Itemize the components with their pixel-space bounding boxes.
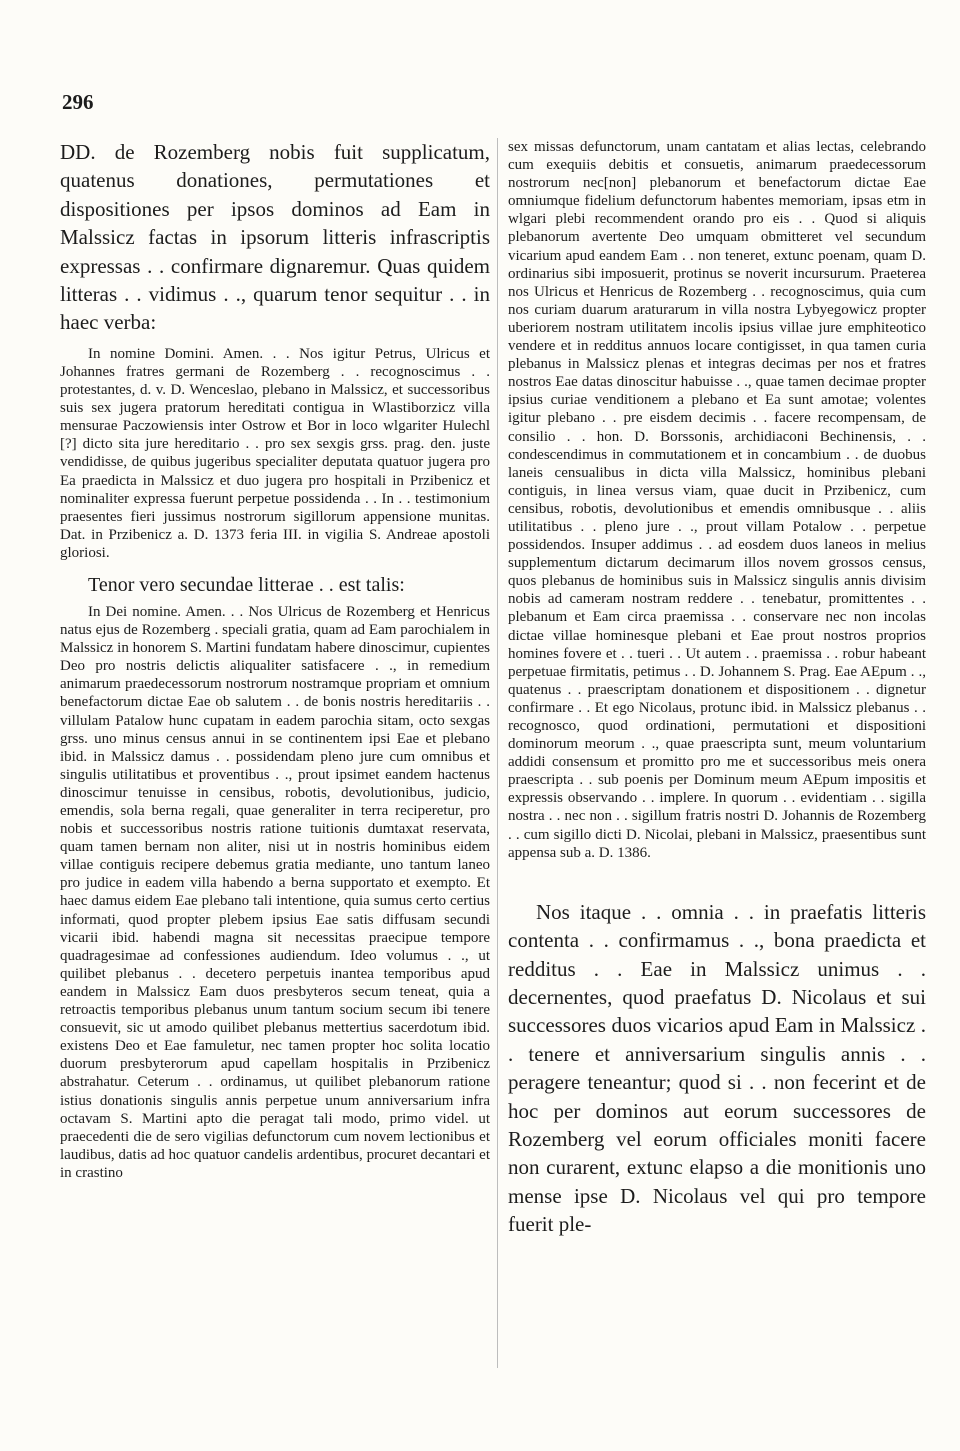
second-letter-text: In Dei nomine. Amen. . . Nos Ulricus de Rozemberg et Henricus natus ejus de Rozemberg . speciali gratia, quam ad Eam parochialem in Malssicz in honorem S. Martini fundatam habere dinoscimur, cupientes Deo pro nostris delictis aliqualiter satisfacere . ., in remedium animarum praedecessorum nostrorum nostramque propriam et omnium benefactorum dictae Eae ob salutem . . de bonis nostris hereditariis . . villulam Patalow hunc cupatam in eadem parochia sitam, octo sexgas grss. uno minus census annui in se continentem ipsi Eae et plebano ibid. in Malssicz damus . . possidendam pleno jure cum omnibus et singulis utilitatibus et proventibus . ., prout ipsimet eandem hactenus dinoscimur tenuisse in censibus, robotis, devolutionibus, judicio, emendis, sola berna regali, quae generaliter in terra reciperetur, pro nobis et successoribus nostris ratione tuitionis dumtaxat reservata, quam tamen bernam non aliter, nisi ut in nostris hominibus eidem villae contiguis recipere debemus gratia mediante, uno tantum laneo pro judice in eadem villa habendo a berna supportato et exempto. Et haec damus eidem Eae plebano tali intentione, quia sumus certo certius informati, quod propter plebem ipsius Eae satis diffusam secundi vicarii ibid. habendi magna sit necessitas praecipue tempore quadragesimae ad confessiones audiendum. Ideo volumus . ., ut quilibet plebanus . . decetero perpetuis inantea temporibus apud eandem in Malssicz Eam duos presbyteros secum teneat, quia a retroactis temporibus plebanus unum tantum socium secum ibi tenere consuevit, sic ut amodo quilibet plebanus mettertius sacerdotum ibid. existens Deo et Eae famuletur, nec tamen propter hoc solita locatio duorum presbyterorum apud capellam hospitalis in Przibenicz abstrahatur. Ceterum . . ordinamus, ut quilibet plebanorum ratione istius donationis singulis annis perpetue unum anniversarium infra octavam S. Martini apto die peragat tali modo, primo videl. ut praecedenti die de sero vigilias defunctorum cum novem lectionibus et laudibus, datis ad hoc quatuor candelis ardentibus, procuret decantari et in crastino: [60, 603, 490, 1181]
second-letter-heading: Tenor vero secundae litterae . . est talis:: [88, 573, 405, 596]
page-number: 296: [62, 90, 94, 114]
letter-continued-text: sex missas defunctorum, unam cantatam et alias lectas, celebrando cum exequiis debitis et consuetis, animarum praedecessorum nostrorum nec[non] plebanorum et benefactorum dictae Eae omniumque fidelium defunctorum habentes memoriam, ipsas etm in wlgari plebi recommendent orando pro eis . . Quod si aliquis plebanorum avertente Deo umquam obmitteret vel secundum vicarium apud eandem Eam . . non teneret, extunc poenam, quam D. ordinarius sibi imposuerit, protinus se noverit incursurum. Praeterea nos Ulricus et Henricus de Rozemberg . . recognoscimus, quia cum nos curiam duarum araturarum in villa nostra Lybyegowicz propter uberiorem nostram utilitatem incolis ipsius villae jure emphiteotico vendere et in redditus annuos locare contigisset, in qua tamen curia plebanus in Malssicz plenas et integras decimas per nos et fratres nostros Eae datas dinoscitur habuisse . ., quae tamen decimae propter ipsius curiae venditionem a plebano et Ea sunt amotae; volentes igitur plebano . . pre eisdem decimis . . facere recompensam, de consilio . . hon. D. Borssonis, archidiaconi Bechinensis, . . condescendimus in commutationem et in concambium . . de duobus laneis censualibus in dicta villa Malssicz, hominibus plebani contiguis, in linea versus viam, quae ducit in Przibenicz, cum censibus, robotis, devolutionibus et emendis omnibusque . . aliis utilitatibus . . pleno jure . ., prout villam Potalow . . perpetue possidendos. Insuper addimus . . ad eosdem duos laneos in melius supplementum dictarum decimarum illos novem grossos census, quos plebanus de hominibus suis in Malssicz singulis annis divisim nobis ad cameram nostram reddere . . tenebatur, promittentes . . plebanum et Eam circa praemissa . . conservare nec non incolas dictae villae hominesque plebani et Eae prout nostros proprios homines fovere et . . tueri . . Ut autem . . praemissa . . robur habeant perpetuae firmitatis, petimus . . D. Johannem S. Prag. Eae AEpum . ., quatenus . . praescriptam donationem et dispositionem . . dignetur confirmare . . Et ego Nicolaus, protunc ibid. in Malssicz plebanus . . recognosco, quod ordinationi, permutationi et dispositioni dominorum meorum . ., quae praescripta sunt, meum voluntarium addidi consensum et promitto pro me et successoribus meis onera praescripta . . sub poenis per Dominum meum AEpum impositis et expressis observando . . implere. In quorum . . evidentiam . . sigilla nostra . . nec non . . sigillum fratris nostri D. Johannis de Rozemberg . . cum sigillo dicti D. Nicolai, plebani in Malssicz, praesentibus sunt appensa sub a. D. 1386.: [508, 139, 926, 861]
intro-paragraph: DD. de Rozemberg nobis fuit supplicatum, quatenus donationes, permutationes et dispositiones per ipsos dominos ad Eam in Malssicz factas in ipsorum litteris infrascriptis expressas . . confirmare dignaremur. Quas quidem litteras . . vidimus . ., quarum tenor sequitur . . in haec verba:: [60, 140, 490, 335]
first-letter-text: In nomine Domini. Amen. . . Nos igitur Petrus, Ulricus et Johannes fratres germani de Rozemberg . . recognoscimus . . protestantes, d. v. D. Wenceslao, plebano in Malssicz, et successoribus suis sex jugera pratorum hereditati contigua in Wlastiborzicz villa mensurae Paczowiensis inter Ostrow et Bor in loco wlgariter Hulechl [?] dicto sita jure hereditario . . pro sex sexgis grss. prag. den. juste vendidisse, de quibus jugeribus specialiter deputata quatuor jugera pro Ea praedicta in Malssicz et duo jugera pro hospitali in Przibenicz et nominaliter expressa fuerunt perpetue possidenda . . In . . testimonium praesentes fieri jussimus nostrorum sigillorum appensione munitas. Dat. in Przibenicz a. D. 1373 feria III. in vigilia S. Andreae apostoli gloriosi.: [60, 345, 490, 561]
closing-paragraph: Nos itaque . . omnia . . in praefatis litteris contenta . . confirmamus . ., bona praedicta et redditus . . Eae in Malssicz unimus . . decernentes, quod praefatus D. Nicolaus et sui successores duos vicarios apud Eam in Malssicz . . tenere et anniversarium singulis annis . . peragere teneantur; quod si . . non fecerint et de hoc per dominos aut eorum successores de Rozemberg vel eorum officiales moniti facere non curarent, extunc elapso a die monitionis uno mense ipse D. Nicolaus vel qui pro tempore fuerit ple-: [508, 899, 926, 1237]
left-column: [60, 138, 490, 1182]
column-divider: [497, 138, 498, 1368]
right-column: [508, 138, 926, 1239]
